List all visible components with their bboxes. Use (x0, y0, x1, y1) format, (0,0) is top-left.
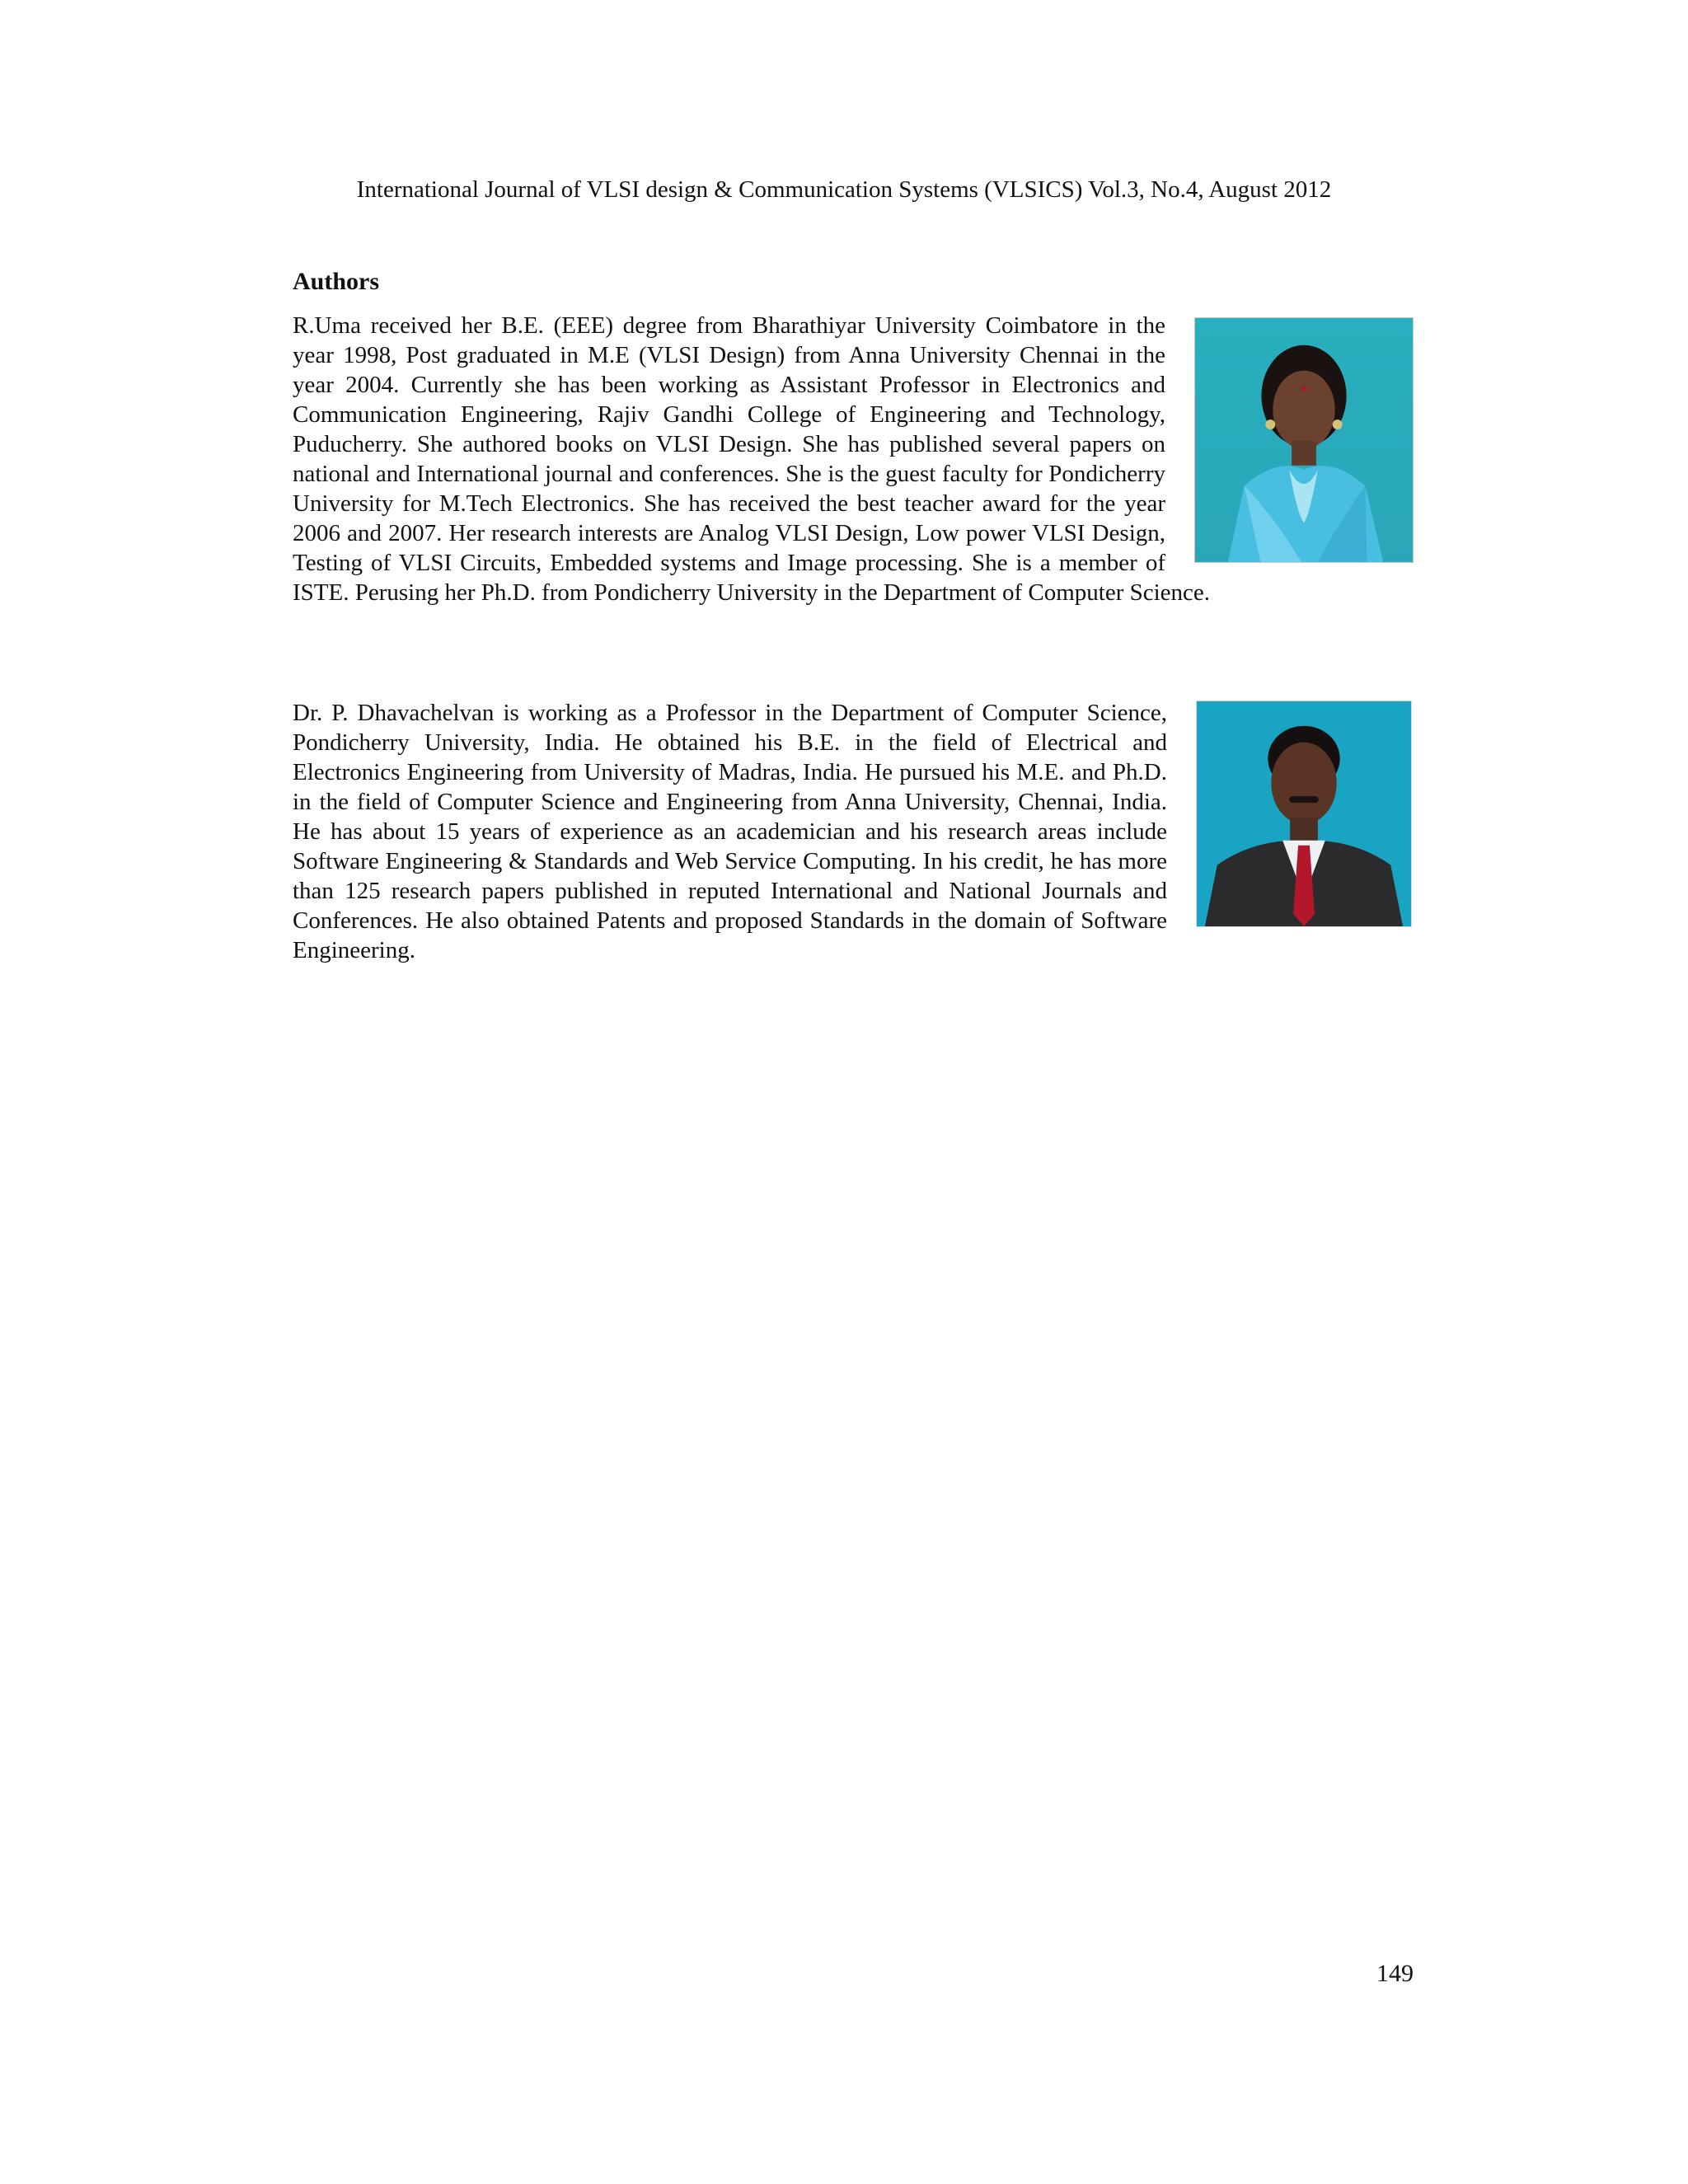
section-heading: Authors (293, 268, 380, 295)
running-header: International Journal of VLSI design & Communication Systems (VLSICS) Vol.3, No.4, August 2012 (356, 176, 1332, 203)
author-bio-2 (293, 698, 1414, 965)
author-photo-2-image (1197, 701, 1411, 926)
author-bio-1 (293, 311, 1414, 607)
page-number: 149 (1376, 1960, 1414, 1987)
author-photo-1-image (1195, 318, 1413, 562)
author-bio-1-text: R.Uma received her B.E. (EEE) degree from Bharathiyar University Coimbatore in the year 1998, Post graduated in M.E (VLSI Design) from Anna University Chennai in the year 2004. Currently she has been working as Assistant Professor in Electronics and Communication Engineering, Rajiv Gandhi College of Engineering and Technology, Puducherry. She authored books on VLSI Design. She has published several papers on national and International journal and conferences. She is the guest faculty for Pondicherry University for M.Tech Electronics. She has received the best teacher award for the year 2006 and 2007. Her research interests are Analog VLSI Design, Low power VLSI Design, Testing of VLSI Circuits, Embedded systems and Image processing. She is a member of ISTE. Perusing her Ph.D. from Pondicherry University in the Department of Computer Science. (293, 312, 1211, 606)
author-photo-2 (1196, 701, 1412, 927)
author-bio-2-text: Dr. P. Dhavachelvan is working as a Professor in the Department of Computer Science, Pondicherry University, India. He obtained his B.E. in the field of Electrical and Electronics Engineering from University of Madras, India. He pursued his M.E. and Ph.D. in the field of Computer Science and Engineering from Anna University, Chennai, India. He has about 15 years of experience as an academician and his research areas include Software Engineering & Standards and Web Service Computing. In his credit, he has more than 125 research papers published in reputed International and National Journals and Conferences. He also obtained Patents and proposed Standards in the domain of Software Engineering. (293, 700, 1167, 963)
author-photo-1 (1194, 317, 1414, 563)
